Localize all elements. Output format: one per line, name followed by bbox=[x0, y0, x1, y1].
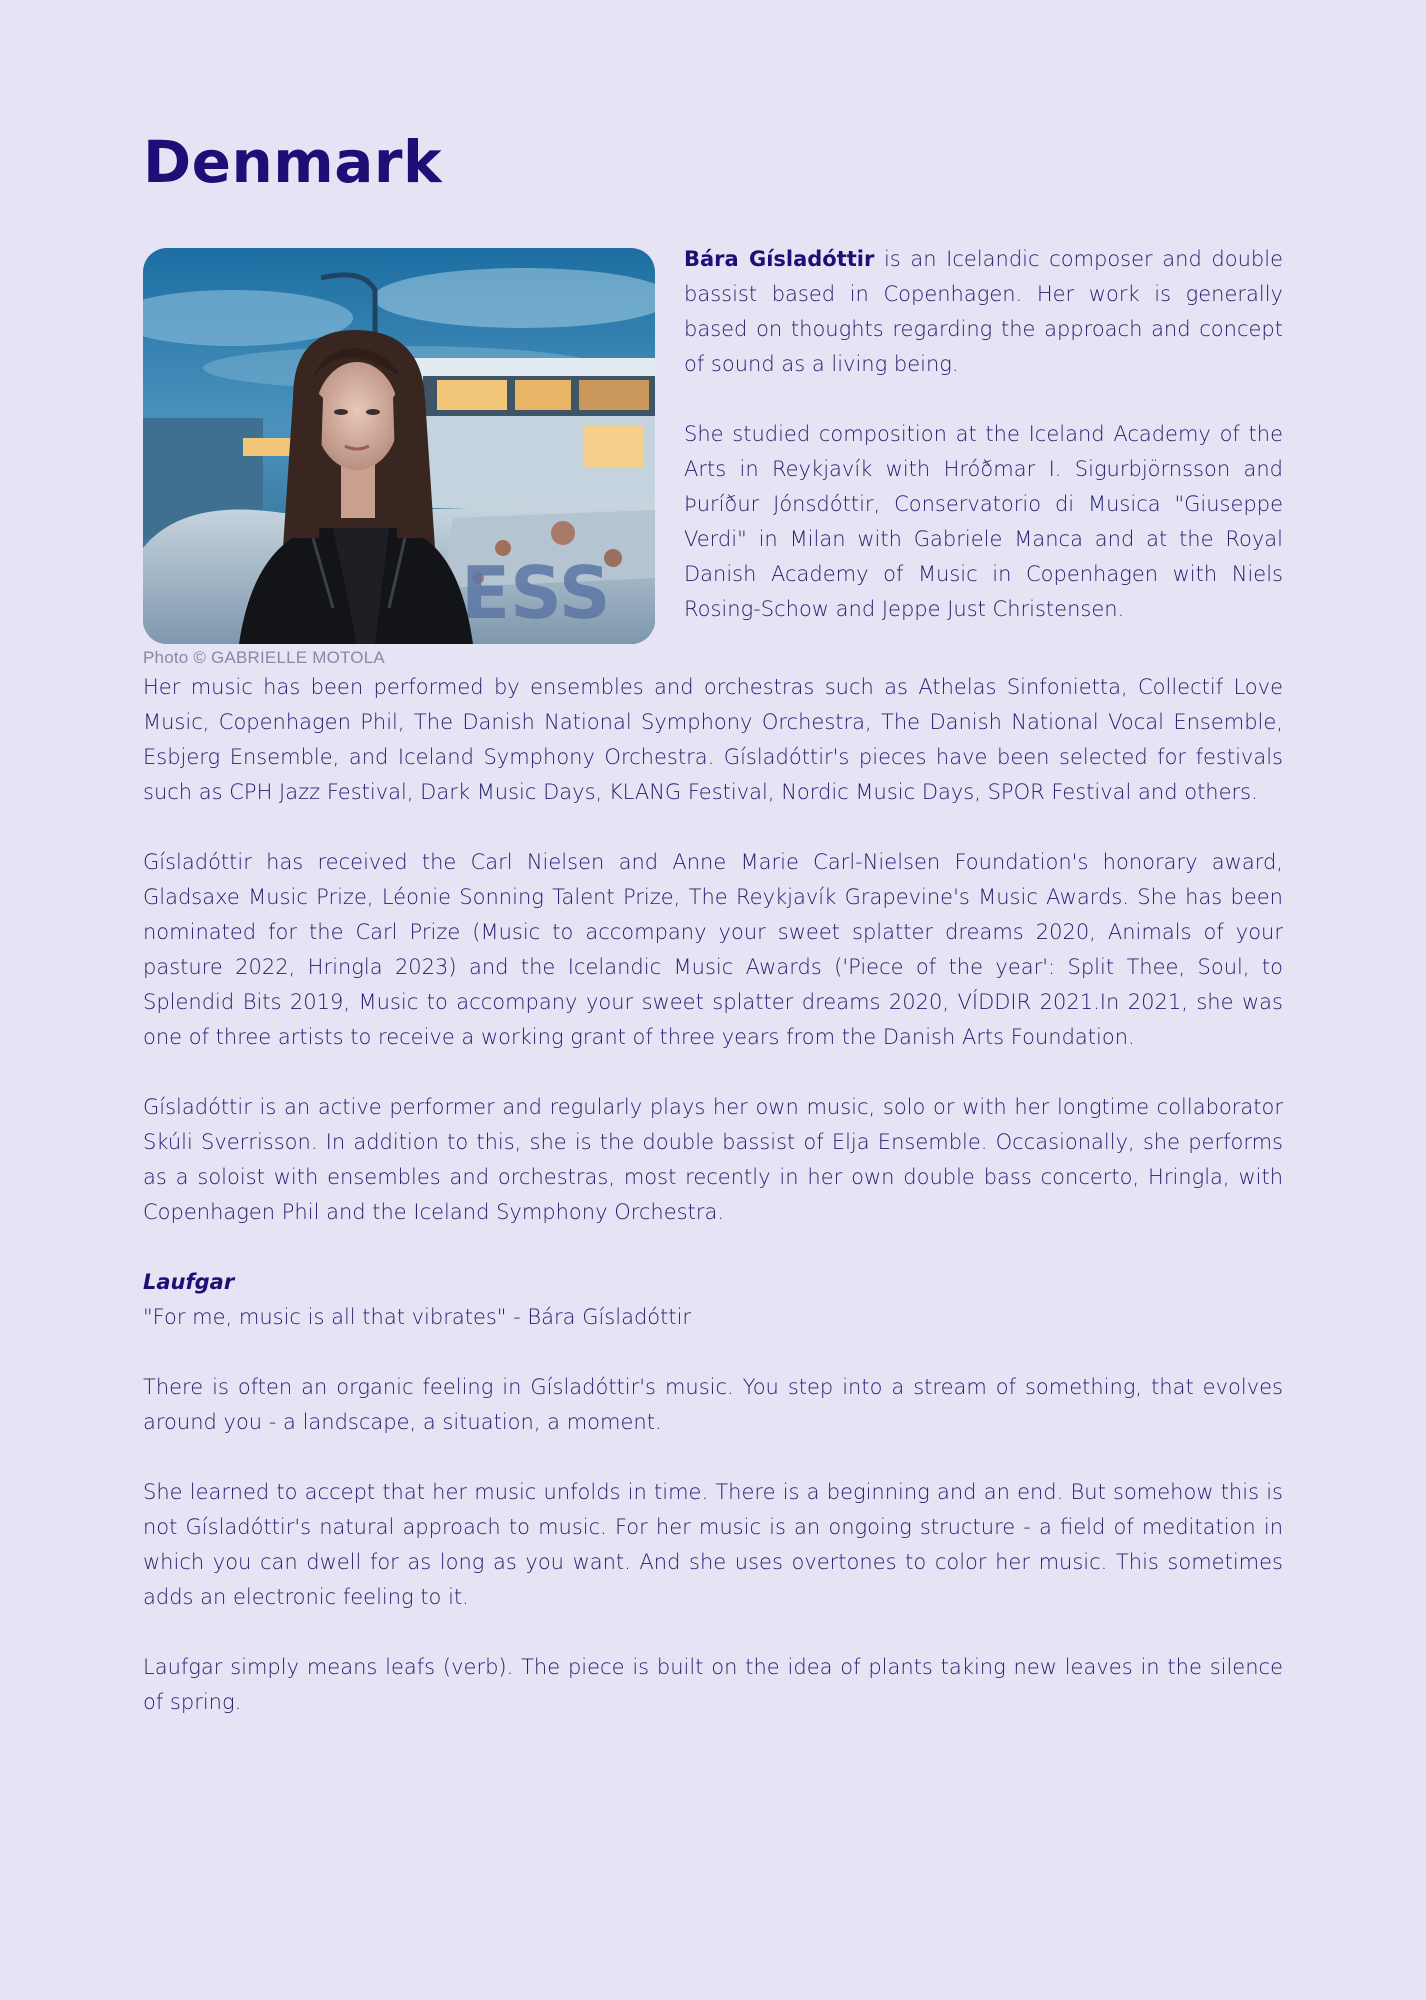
page-title: Denmark bbox=[143, 128, 443, 196]
portrait-photo bbox=[143, 248, 655, 644]
tank-lettering: ESS bbox=[461, 551, 611, 635]
intro-column bbox=[684, 242, 1283, 627]
work-title: Laufgar bbox=[143, 1270, 235, 1294]
paragraph-performances: Her music has been performed by ensembles and orchestras such as Athelas Sinfonietta, Collectif Love Music, Copenhagen Phil, The Danish National Symphony Orchestra, The Danish National Vocal Ensemble, Esbjerg Ensemble, and Iceland Symphony Orchestra. Gísladóttir's pieces have been selected for festivals such as CPH Jazz Festival, Dark Music Days, KLANG Festival, Nordic Music Days, SPOR Festival and others. bbox=[143, 675, 1283, 804]
paragraph-structure: She learned to accept that her music unfolds in time. There is a beginning and an end. But somehow this is not Gísladóttir's natural approach to music. For her music is an ongoing structure - a field of meditation in which you can dwell for as long as you want. And she uses overtones to color her music. This sometimes adds an electronic feeling to it. bbox=[143, 1480, 1283, 1609]
paragraph-laufgar: Laufgar simply means leafs (verb). The piece is built on the idea of plants taking new leaves in the silence of spring. bbox=[143, 1655, 1283, 1714]
paragraph-awards: Gísladóttir has received the Carl Nielsen and Anne Marie Carl-Nielsen Foundation's honorary award, Gladsaxe Music Prize, Léonie Sonning Talent Prize, The Reykjavík Grapevine's Music Awards. She has been nominated for the Carl Prize (Music to accompany your sweet splatter dreams 2020, Animals of your pasture 2022, Hringla 2023) and the Icelandic Music Awards ('Piece of the year': Split Thee, Soul, to Splendid Bits 2019, Music to accompany your sweet splatter dreams 2020, VÍDDIR 2021.In 2021, she was one of three artists to receive a working grant of three years from the Danish Arts Foundation. bbox=[143, 850, 1283, 1049]
paragraph-organic: There is often an organic feeling in Gísladóttir's music. You step into a stream of something, that evolves around you - a landscape, a situation, a moment. bbox=[143, 1375, 1283, 1434]
intro-paragraph-2: She studied composition at the Iceland Academy of the Arts in Reykjavík with Hróðmar I. Sigurbjörnsson and Þuríður Jónsdóttir, Conservatorio di Musica "Giuseppe Verdi" in Milan with Gabriele Manca and at the Royal Danish Academy of Music in Copenhagen with Niels Rosing-Schow and Jeppe Just Christensen. bbox=[684, 422, 1283, 621]
intro-paragraph-1-text: is an Icelandic composer and double bassist based in Copenhagen. Her work is generally based on thoughts regarding the approach and concept of sound as a living being. bbox=[684, 247, 1283, 376]
photo-caption: Photo © GABRIELLE MOTOLA bbox=[143, 648, 385, 667]
quote: "For me, music is all that vibrates" - Bára Gísladóttir bbox=[143, 1305, 692, 1329]
intro-paragraph-1 bbox=[684, 242, 1283, 382]
composer-name: Bára Gísladóttir bbox=[684, 247, 875, 271]
paragraph-performer: Gísladóttir is an active performer and regularly plays her own music, solo or with her longtime collaborator Skúli Sverrisson. In addition to this, she is the double bassist of Elja Ensemble. Occasionally, she performs as a soloist with ensembles and orchestras, most recently in her own double bass concerto, Hringla, with Copenhagen Phil and the Iceland Symphony Orchestra. bbox=[143, 1095, 1283, 1224]
body-text bbox=[143, 670, 1283, 1720]
